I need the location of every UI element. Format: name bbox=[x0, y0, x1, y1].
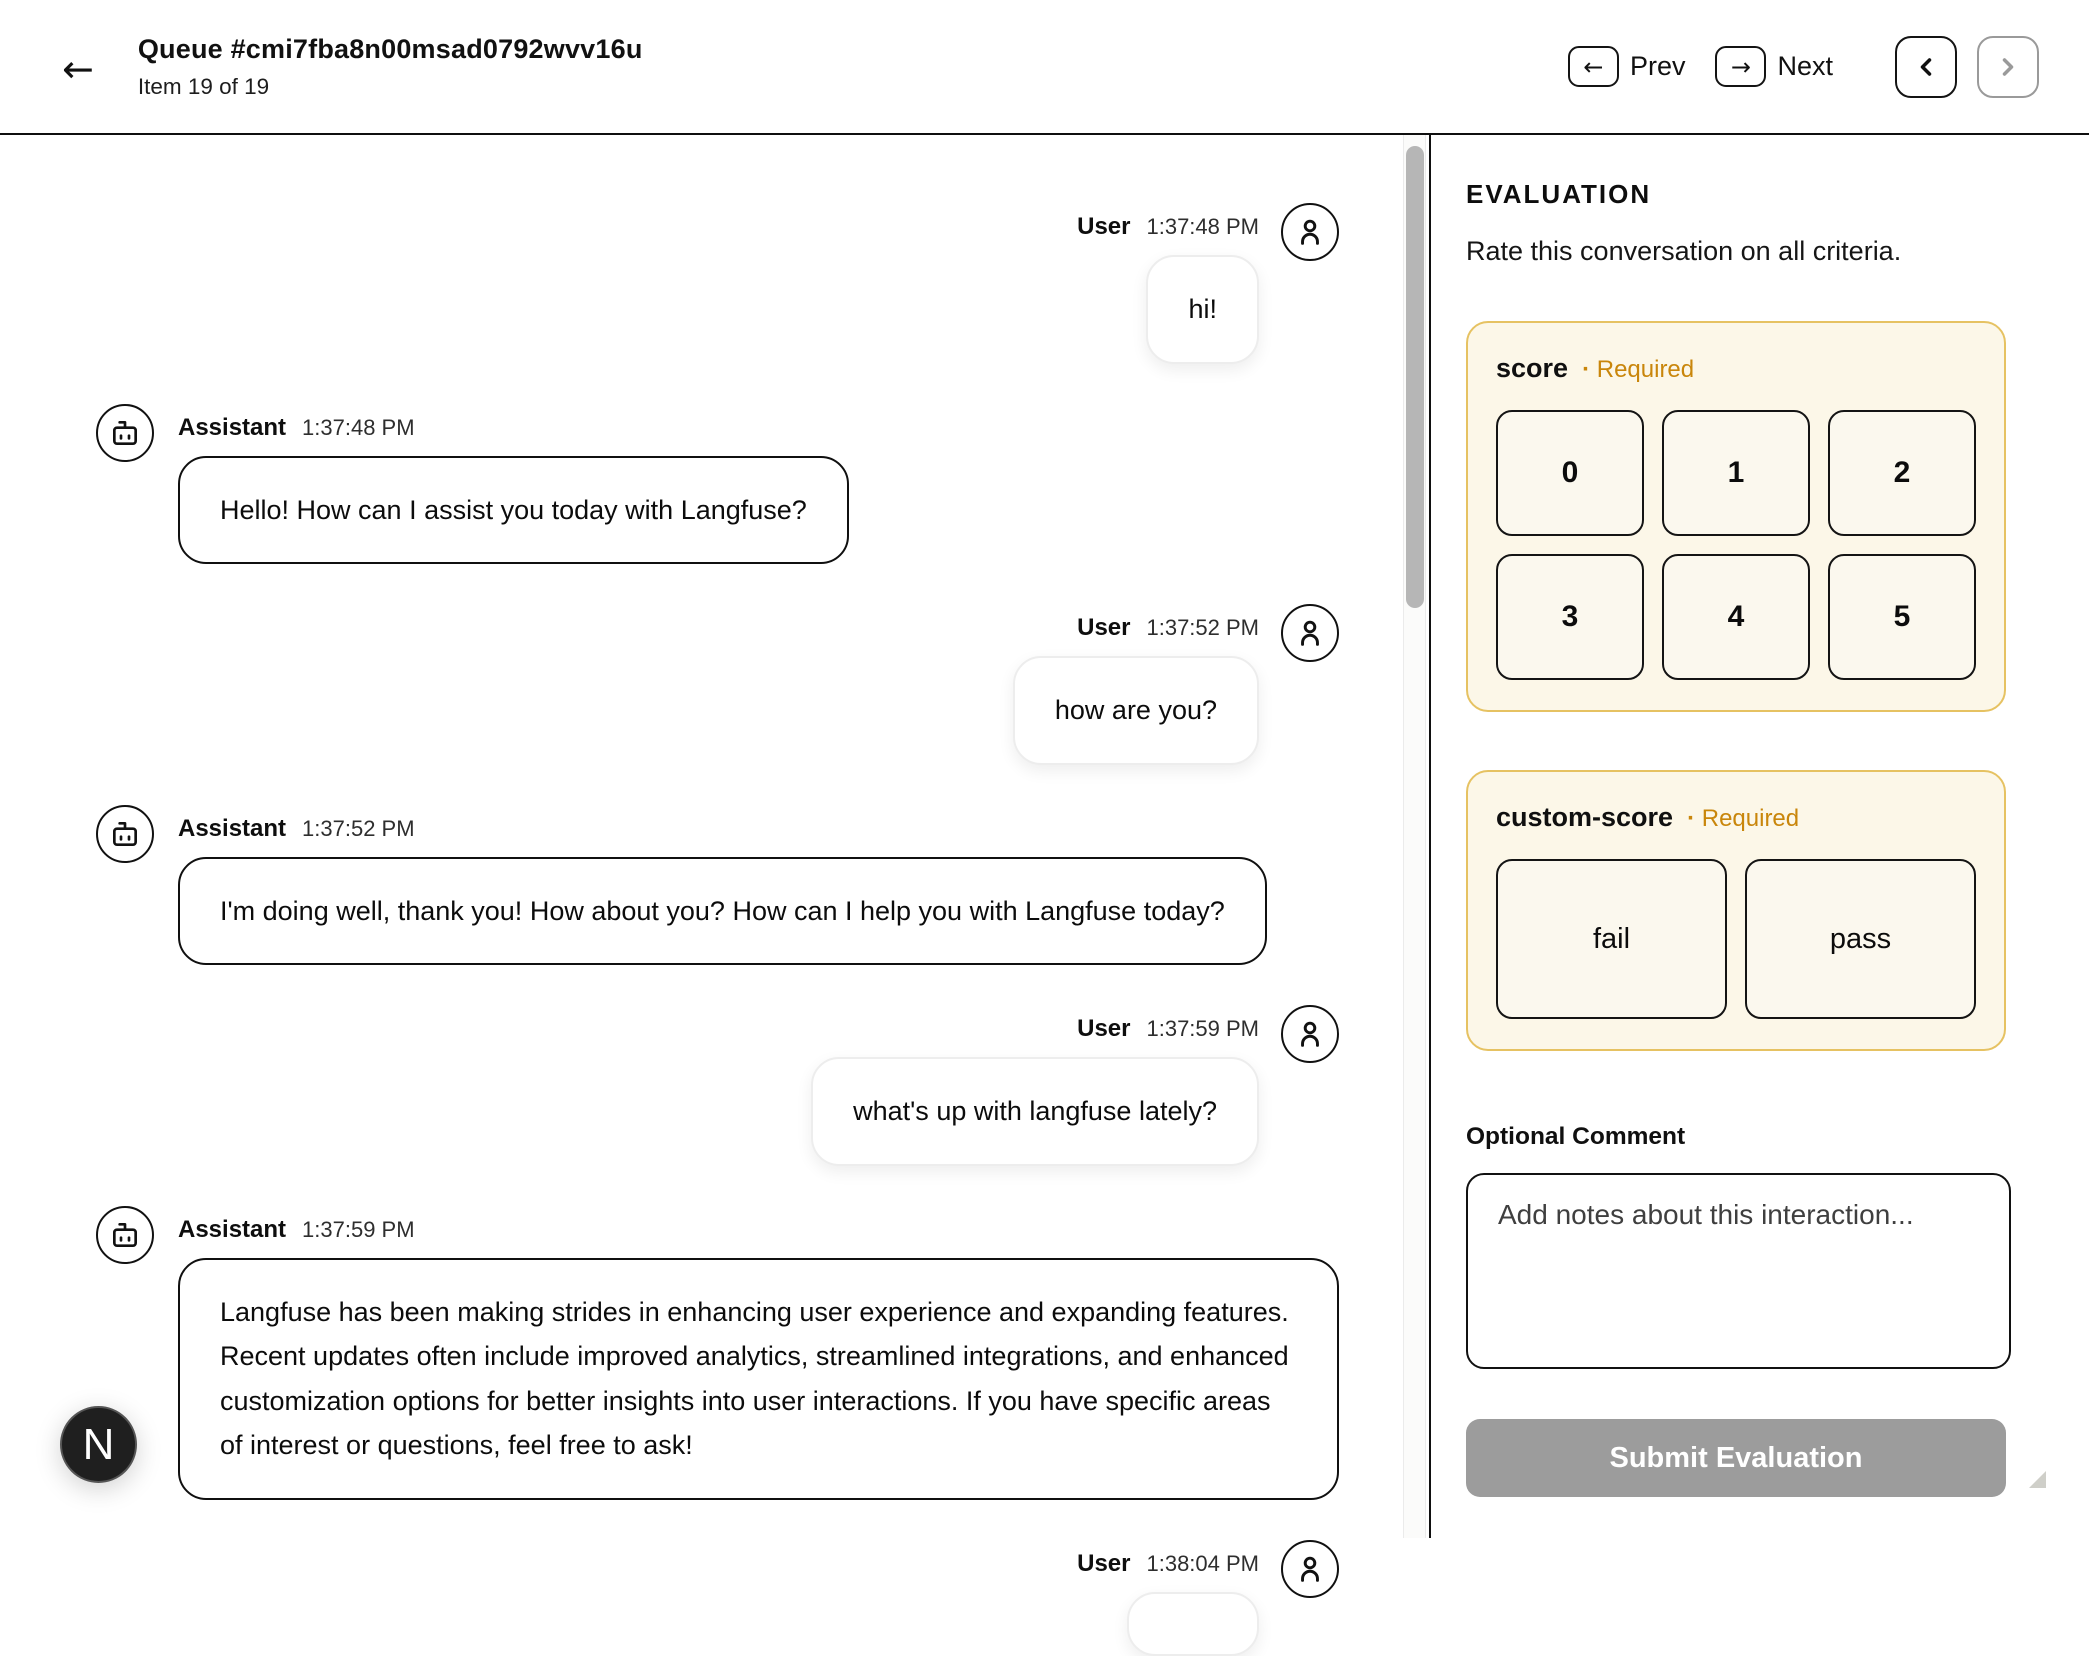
nextjs-dev-badge[interactable] bbox=[60, 1406, 137, 1483]
chevron-left-icon bbox=[1912, 53, 1940, 81]
chat-message-assistant bbox=[96, 414, 1339, 565]
required-badge: · Required bbox=[1687, 805, 1799, 833]
custom-score-option-fail[interactable]: fail bbox=[1496, 859, 1727, 1019]
comment-input[interactable] bbox=[1466, 1173, 2011, 1369]
user-icon bbox=[1294, 216, 1326, 248]
chat-message-user bbox=[96, 1550, 1339, 1656]
arrow-right-icon: → bbox=[1715, 46, 1766, 87]
prev-label: Prev bbox=[1629, 51, 1686, 81]
back-arrow-icon[interactable]: ← bbox=[62, 46, 94, 91]
collapse-panel-button[interactable] bbox=[1895, 36, 1957, 98]
message-timestamp: 1:38:04 PM bbox=[1146, 1550, 1259, 1576]
prev-item-button[interactable] bbox=[1568, 46, 1686, 87]
score-options bbox=[1496, 410, 1976, 680]
user-avatar bbox=[1281, 1005, 1339, 1063]
resize-grip-icon[interactable] bbox=[2029, 1471, 2046, 1488]
user-avatar bbox=[1281, 604, 1339, 662]
criterion-name: score bbox=[1496, 353, 1569, 383]
message-bubble: hi! bbox=[1146, 255, 1259, 364]
evaluation-subtitle: Rate this conversation on all criteria. bbox=[1466, 236, 1902, 266]
queue-titles bbox=[138, 34, 643, 100]
custom-score-option-pass[interactable]: pass bbox=[1745, 859, 1976, 1019]
bot-icon bbox=[109, 818, 141, 850]
chat-message-user bbox=[96, 213, 1339, 364]
message-author: User bbox=[1077, 1549, 1131, 1577]
message-author: User bbox=[1077, 614, 1131, 642]
message-author: User bbox=[1077, 213, 1131, 240]
chat-message-user bbox=[96, 614, 1339, 765]
header bbox=[0, 0, 2089, 135]
comment-label: Optional Comment bbox=[1466, 1123, 1686, 1150]
user-avatar bbox=[1281, 1540, 1339, 1598]
criterion-card-custom-score bbox=[1466, 770, 2006, 1051]
nextjs-logo-icon: N bbox=[82, 1419, 115, 1469]
score-option-1[interactable]: 1 bbox=[1662, 410, 1810, 536]
message-timestamp: 1:37:48 PM bbox=[1146, 214, 1259, 239]
page-title: Queue #cmi7fba8n00msad0792wvv16u bbox=[137, 33, 643, 64]
message-bubble: Hello! How can I assist you today with Langfuse? bbox=[178, 456, 849, 565]
submit-evaluation-button[interactable]: Submit Evaluation bbox=[1466, 1419, 2006, 1497]
message-bubble: Langfuse has been making strides in enhancing user experience and expanding features. Recent updates often include improved analytics, streamlined integrations, and enhanced customization options for better insights into user interactions. If you have specific areas of interest or questions, feel free to ask! bbox=[178, 1258, 1339, 1500]
message-author: Assistant bbox=[178, 814, 287, 842]
message-author: Assistant bbox=[178, 413, 287, 441]
chevron-right-icon bbox=[1994, 53, 2022, 81]
message-bubble: what's up with langfuse lately? bbox=[811, 1057, 1259, 1166]
message-timestamp: 1:37:48 PM bbox=[302, 414, 415, 440]
message-list bbox=[0, 135, 1429, 1656]
score-option-3[interactable]: 3 bbox=[1496, 554, 1644, 680]
message-timestamp: 1:37:52 PM bbox=[302, 815, 415, 841]
conversation-pane bbox=[0, 135, 1431, 1577]
chat-scrollbar-track[interactable] bbox=[1403, 135, 1426, 1538]
chat-message-assistant bbox=[96, 1216, 1339, 1500]
bot-icon bbox=[109, 1219, 141, 1251]
message-bubble: how are you? bbox=[1013, 656, 1259, 765]
criterion-card-score bbox=[1466, 321, 2006, 712]
bot-icon bbox=[109, 417, 141, 449]
assistant-avatar bbox=[96, 805, 154, 863]
message-bubble bbox=[1127, 1592, 1259, 1656]
arrow-left-icon: ← bbox=[1568, 46, 1619, 87]
score-option-0[interactable]: 0 bbox=[1496, 410, 1644, 536]
message-bubble: I'm doing well, thank you! How about you? How can I help you with Langfuse today? bbox=[178, 857, 1267, 966]
evaluation-title: EVALUATION bbox=[1466, 179, 1652, 209]
criterion-name: custom-score bbox=[1496, 802, 1674, 832]
message-timestamp: 1:37:59 PM bbox=[1146, 1016, 1259, 1042]
message-author: User bbox=[1077, 1015, 1131, 1043]
chat-scrollbar-thumb[interactable] bbox=[1406, 146, 1424, 608]
next-label: Next bbox=[1777, 51, 1833, 81]
evaluation-panel bbox=[1431, 135, 2089, 1538]
score-option-4[interactable]: 4 bbox=[1662, 554, 1810, 680]
next-item-button[interactable] bbox=[1715, 46, 1833, 87]
header-actions bbox=[1568, 36, 2039, 98]
message-timestamp: 1:37:52 PM bbox=[1146, 615, 1259, 641]
main-layout bbox=[0, 135, 2089, 1577]
assistant-avatar bbox=[96, 404, 154, 462]
assistant-avatar bbox=[96, 1206, 154, 1264]
custom-score-options bbox=[1496, 859, 1976, 1019]
score-option-5[interactable]: 5 bbox=[1828, 554, 1976, 680]
user-icon bbox=[1294, 617, 1326, 649]
chat-message-user bbox=[96, 1015, 1339, 1166]
item-counter: Item 19 of 19 bbox=[137, 73, 270, 99]
chat-message-assistant bbox=[96, 815, 1339, 966]
message-author: Assistant bbox=[178, 1215, 287, 1243]
message-timestamp: 1:37:59 PM bbox=[302, 1216, 415, 1242]
score-option-2[interactable]: 2 bbox=[1828, 410, 1976, 536]
user-icon bbox=[1294, 1553, 1326, 1585]
expand-panel-button[interactable] bbox=[1977, 36, 2039, 98]
user-avatar bbox=[1281, 203, 1339, 261]
required-badge: · Required bbox=[1582, 356, 1694, 384]
user-icon bbox=[1294, 1018, 1326, 1050]
